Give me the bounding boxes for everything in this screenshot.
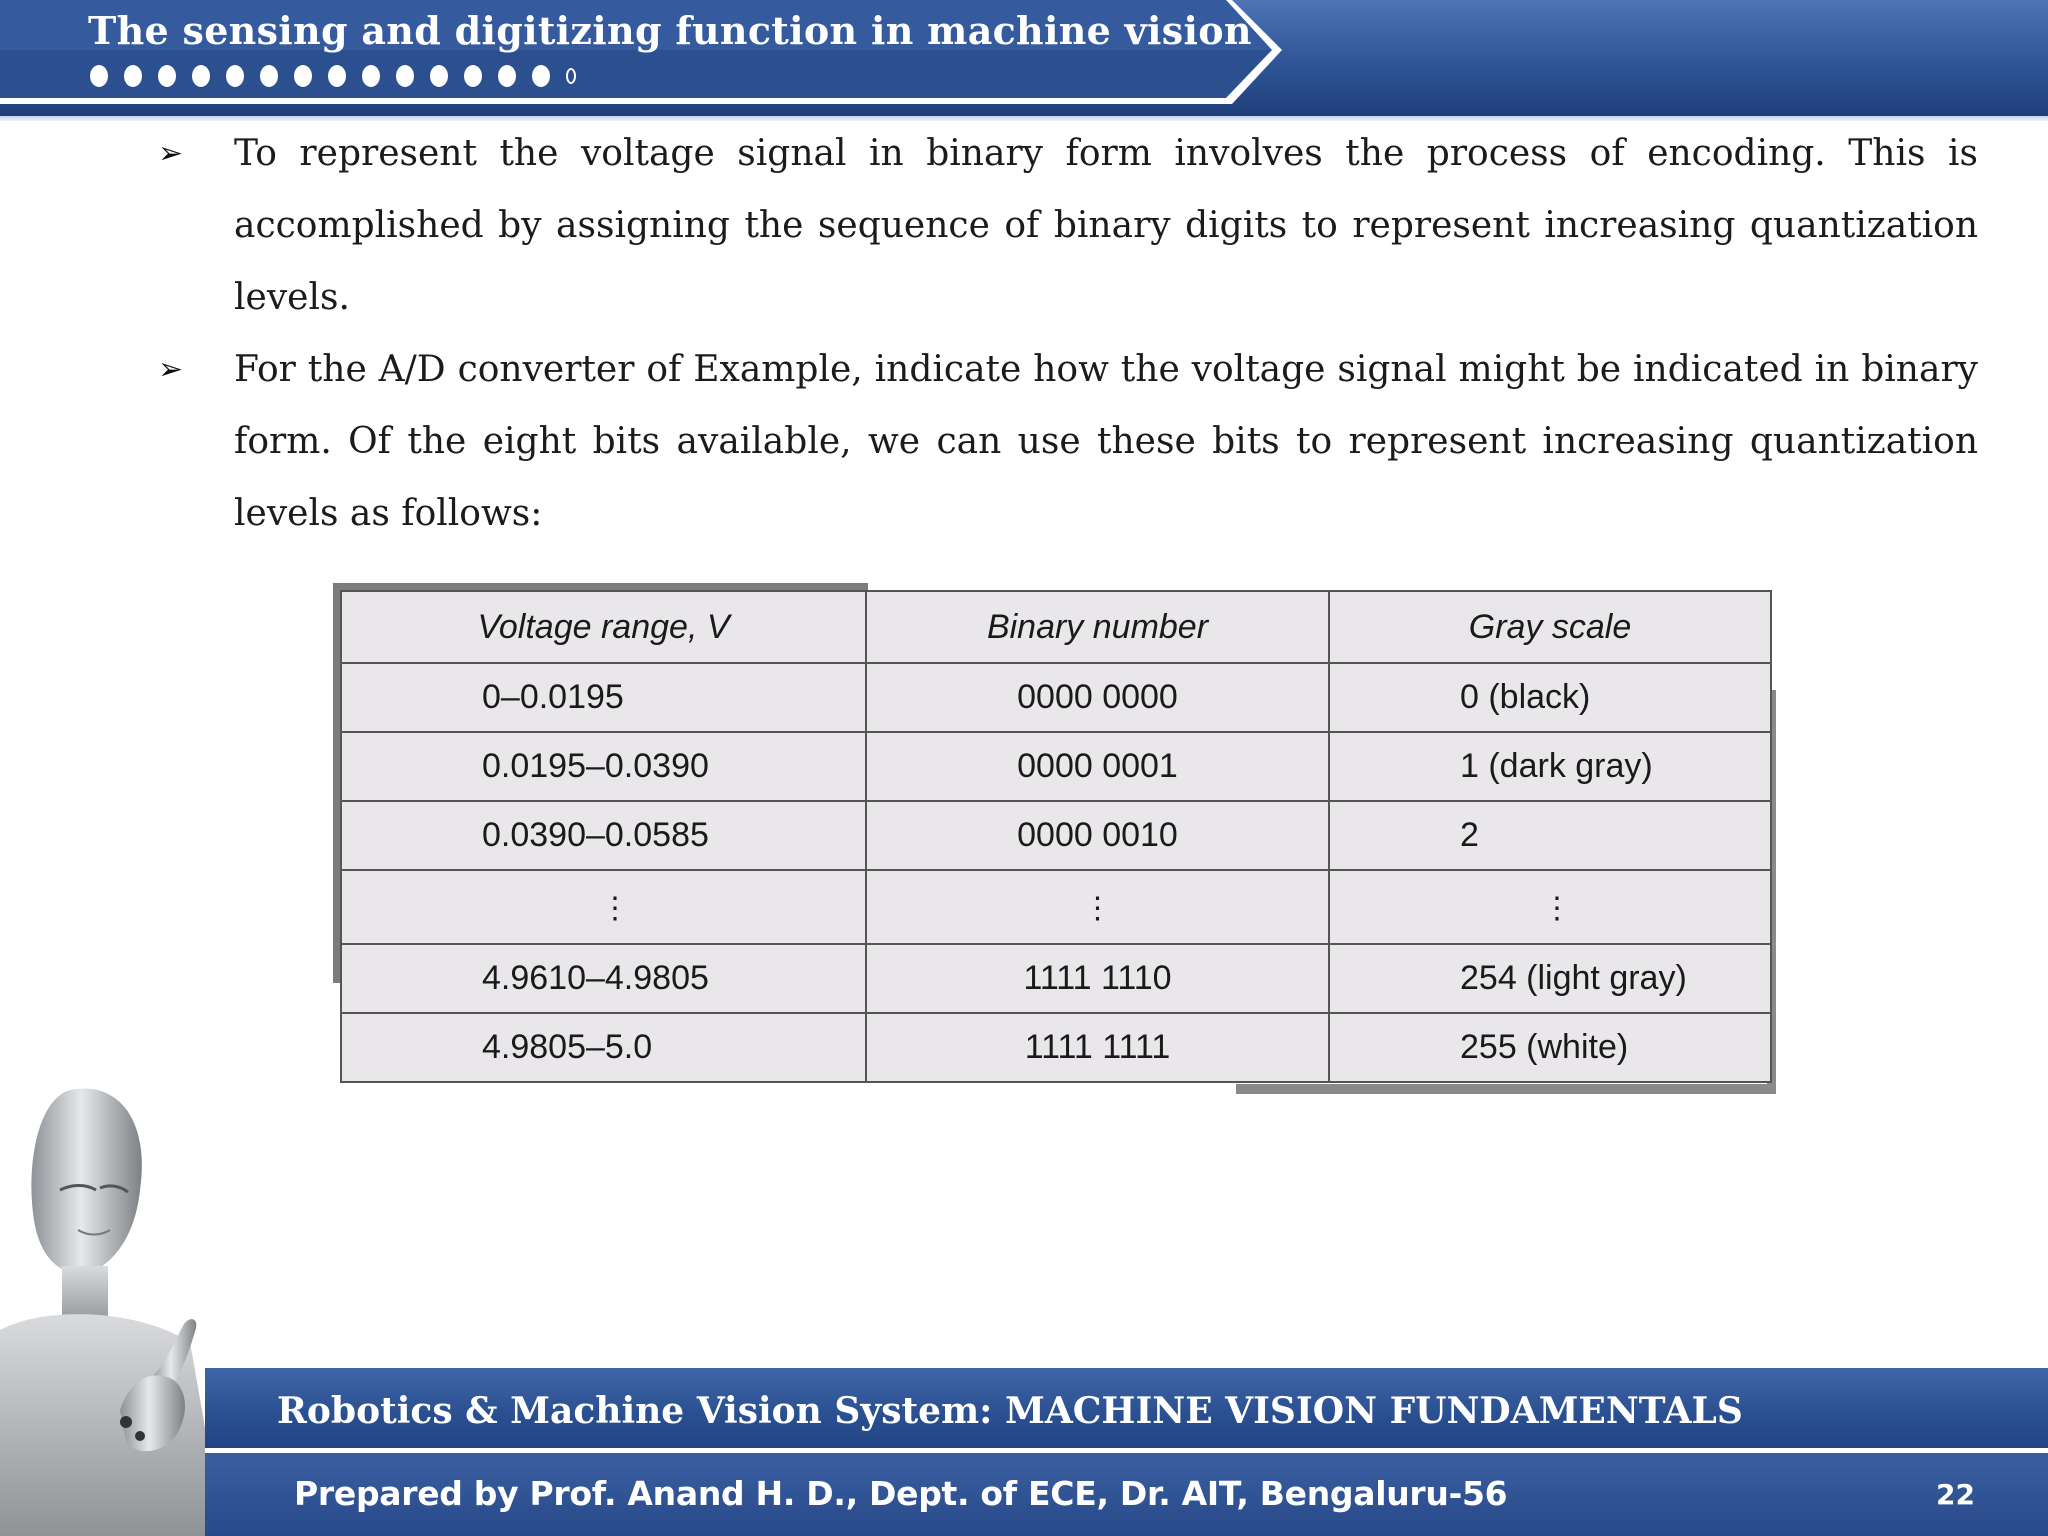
table-shadow [333,583,340,983]
bullet-item [150,118,1978,334]
vertical-ellipsis: ⋮ [1542,891,1572,925]
cell-voltage: 0.0390–0.0585 [341,801,866,870]
cell-binary: 1111 1111 [866,1013,1329,1082]
progress-dot [124,65,142,87]
humanoid-robot-illustration [0,1080,240,1536]
cell-gray: 1 (dark gray) [1329,732,1771,801]
cell-binary [866,870,1329,944]
bullet-item [150,334,1978,550]
progress-dot [396,65,414,87]
bullet-text: For the A/D converter of Example, indicate how the voltage signal might be indicated in binary form. Of the eight bits available, we can use these bits to represent increasing quantization levels as follows: [234,349,1978,534]
progress-dot-open [566,68,576,84]
progress-dot [362,65,380,87]
table-shadow [1236,1084,1776,1094]
cell-gray [1329,870,1771,944]
quantization-table [340,590,1772,1083]
column-header-gray: Gray scale [1329,591,1771,663]
cell-binary: 1111 1110 [866,944,1329,1013]
progress-dot [328,65,346,87]
table-header-row [341,591,1771,663]
cell-gray: 2 [1329,801,1771,870]
bullet-list [150,118,1978,550]
progress-dot [192,65,210,87]
table-row [341,801,1771,870]
progress-dot [430,65,448,87]
cell-voltage: 0–0.0195 [341,663,866,732]
progress-dot [498,65,516,87]
footer-course-title: Robotics & Machine Vision System: MACHINE VISION FUNDAMENTALS [277,1390,1743,1432]
arrowhead-bullet-icon: ➢ [158,352,184,387]
cell-binary: 0000 0010 [866,801,1329,870]
quantization-table-frame [340,590,1772,1083]
cell-voltage: 4.9610–4.9805 [341,944,866,1013]
progress-dot [294,65,312,87]
vertical-ellipsis: ⋮ [1082,891,1113,925]
cell-binary: 0000 0000 [866,663,1329,732]
vertical-ellipsis: ⋮ [600,891,630,925]
cell-voltage: 4.9805–5.0 [341,1013,866,1082]
progress-dot [158,65,176,87]
table-row [341,944,1771,1013]
table-row [341,1013,1771,1082]
column-header-binary: Binary number [866,591,1329,663]
bullet-text: To represent the voltage signal in binary form involves the process of encoding. This is accomplished by assigning the sequence of binary digits to represent increasing quantization levels. [234,133,1978,318]
arrowhead-bullet-icon: ➢ [158,136,184,171]
slide-title: The sensing and digitizing function in machine vision [88,8,1252,53]
cell-voltage [341,870,866,944]
table-row [341,732,1771,801]
cell-binary: 0000 0001 [866,732,1329,801]
progress-dot [532,65,550,87]
footer-author-credit: Prepared by Prof. Anand H. D., Dept. of ECE, Dr. AIT, Bengaluru-56 [294,1474,1508,1513]
header-progress-dots [90,64,576,88]
table-row-ellipsis [341,870,1771,944]
slide-page-number: 22 [1936,1478,1975,1511]
cell-gray: 0 (black) [1329,663,1771,732]
column-header-voltage: Voltage range, V [341,591,866,663]
cell-voltage: 0.0195–0.0390 [341,732,866,801]
progress-dot [90,65,108,87]
table-shadow [333,583,868,590]
cell-gray: 255 (white) [1329,1013,1771,1082]
progress-dot [260,65,278,87]
progress-dot [226,65,244,87]
table-row [341,663,1771,732]
cell-gray: 254 (light gray) [1329,944,1771,1013]
progress-dot [464,65,482,87]
